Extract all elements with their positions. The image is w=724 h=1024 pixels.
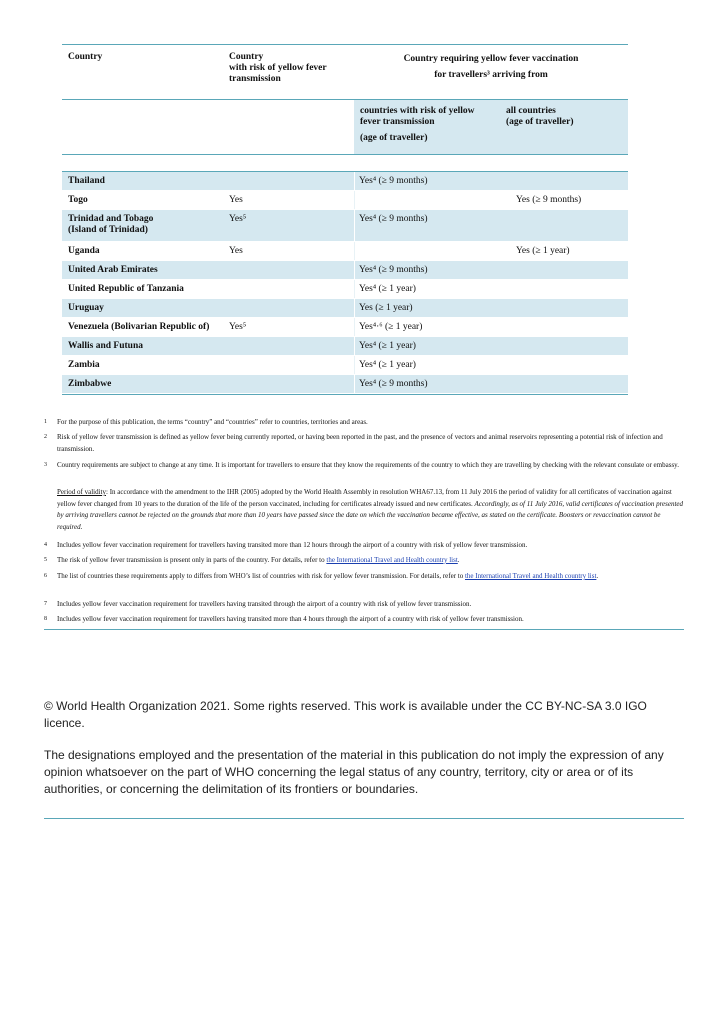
cell-risk: Yes	[229, 195, 243, 205]
cell-country-note: (Island of Trinidad)	[68, 225, 148, 235]
column-divider	[354, 242, 355, 260]
table-row	[62, 261, 628, 280]
header-risk-line1: Country	[229, 52, 264, 62]
footnote-number: 4	[44, 542, 47, 548]
table-row	[62, 191, 628, 210]
cell-country	[68, 195, 88, 206]
subheader-from-risk-age: (age of traveller)	[360, 133, 428, 143]
cell-country-name: Wallis and Futuna	[68, 341, 143, 351]
footnote-validity-text	[57, 487, 684, 533]
column-divider	[354, 261, 355, 279]
copyright-bottom-rule	[44, 818, 684, 819]
subheader-from-risk-line2: fever transmission	[360, 117, 435, 127]
footnote-number: 2	[44, 434, 47, 440]
column-divider	[354, 337, 355, 355]
footnote-3-validity	[44, 487, 684, 535]
cell-from-risk: Yes⁴·⁶ (≥ 1 year)	[359, 322, 423, 332]
column-divider	[354, 210, 355, 241]
cell-country-name: Trinidad and Tobago	[68, 214, 154, 224]
footnote-1	[44, 417, 684, 429]
table-spacer	[62, 155, 628, 172]
cell-country	[68, 214, 153, 236]
subheader-all-line1: all countries	[506, 106, 556, 116]
footnote-number: 6	[44, 573, 47, 579]
footnote-number: 3	[44, 462, 47, 468]
header-risk-line2: with risk of yellow fever	[229, 63, 327, 73]
footnote-text: Country requirements are subject to change at any time. It is important for travellers to ensure that they know the requirements of the country to which they are travelling by checking with the relevant consulate or embassy.	[57, 461, 679, 469]
cell-country-name: Zimbabwe	[68, 379, 112, 389]
footnote-8	[44, 614, 684, 626]
footnote-4	[44, 540, 684, 552]
header-req-line2: for travellers³ arriving from	[434, 70, 548, 80]
footnote-5-after: .	[457, 556, 460, 564]
cell-country	[68, 341, 143, 352]
table-row	[62, 172, 628, 191]
table-row	[62, 337, 628, 356]
subheader-all-countries	[506, 106, 574, 128]
subheader-all-line2: (age of traveller)	[506, 117, 574, 127]
cell-risk: Yes	[229, 246, 243, 256]
footnote-number: 7	[44, 601, 47, 607]
table-bottom-rule	[62, 394, 628, 395]
itc-country-list-link[interactable]: the International Travel and Health country list	[326, 556, 458, 564]
cell-from-risk: Yes⁴ (≥ 9 months)	[359, 214, 428, 224]
footnote-5	[44, 555, 684, 567]
footnote-3	[44, 460, 684, 484]
cell-from-risk: Yes⁴ (≥ 9 months)	[359, 379, 428, 389]
column-divider	[354, 356, 355, 374]
table-row	[62, 299, 628, 318]
footnote-7	[44, 599, 684, 611]
table-row	[62, 280, 628, 299]
column-divider	[354, 172, 355, 190]
cell-country-name: United Republic of Tanzania	[68, 284, 184, 294]
footnotes-bottom-rule	[44, 629, 684, 630]
validity-italic: Accordingly, as of 11 July 2016, valid certificates of vaccination presented by arriving travellers cannot be rejected on the grounds that more than 10 years have passed since the date on which the vaccination became effective, as stated on the certificate. Boosters or revaccination cannot be required.	[57, 499, 684, 531]
footnote-text: Includes yellow fever vaccination requirement for travellers having transited more than 12 hours through the airport of a country with risk of yellow fever transmission.	[57, 541, 528, 549]
subheader-from-risk-line1: countries with risk of yellow	[360, 106, 475, 116]
column-divider	[354, 318, 355, 336]
cell-country	[68, 176, 105, 187]
cell-country	[68, 246, 100, 257]
validity-label: Period of validity	[57, 488, 106, 496]
column-divider	[354, 375, 355, 393]
column-divider	[354, 191, 355, 209]
cell-country-name: Togo	[68, 195, 88, 205]
footnote-number: 5	[44, 557, 47, 563]
cell-all-countries: Yes (≥ 9 months)	[516, 195, 582, 205]
column-divider	[354, 299, 355, 317]
yellow-fever-table	[62, 44, 628, 395]
footnote-5-text: The risk of yellow fever transmission is present only in parts of the country. For details, refer to	[57, 556, 327, 564]
footnote-text: For the purpose of this publication, the terms “country” and “countries” refer to countries, territories and areas.	[57, 418, 368, 426]
header-risk-line3: transmission	[229, 74, 281, 84]
cell-from-risk: Yes⁴ (≥ 1 year)	[359, 284, 416, 294]
table-row	[62, 375, 628, 394]
cell-country-name: Thailand	[68, 176, 105, 186]
cell-from-risk: Yes⁴ (≥ 9 months)	[359, 265, 428, 275]
cell-risk: Yes⁵	[229, 322, 247, 332]
table-row	[62, 318, 628, 337]
header-country: Country	[68, 52, 103, 62]
cell-country-name: United Arab Emirates	[68, 265, 158, 275]
header-risk	[229, 52, 327, 85]
cell-all-countries: Yes (≥ 1 year)	[516, 246, 570, 256]
column-divider	[354, 280, 355, 298]
footnote-text	[57, 555, 684, 567]
cell-country-name: Uruguay	[68, 303, 104, 313]
itc-country-list-link[interactable]: the International Travel and Health country list	[464, 572, 597, 580]
table-row	[62, 242, 628, 261]
table-body	[62, 172, 628, 394]
footnote-6	[44, 571, 684, 595]
footnote-6-after: .	[596, 572, 599, 580]
footnote-text: Risk of yellow fever transmission is defined as yellow fever being currently reported, or having been reported in the past, and the presence of vectors and animal reservoirs representing a potential risk of infection and transmission.	[57, 433, 663, 453]
cell-from-risk: Yes⁴ (≥ 9 months)	[359, 176, 428, 186]
header-requirement	[354, 51, 628, 83]
table-subheader	[62, 99, 628, 155]
cell-from-risk: Yes⁴ (≥ 1 year)	[359, 360, 416, 370]
cell-country-name: Uganda	[68, 246, 100, 256]
subheader-from-risk	[360, 106, 495, 144]
cell-country	[68, 322, 209, 333]
cell-country-name: Venezuela (Bolivarian Republic of)	[68, 322, 210, 332]
footnote-text: Includes yellow fever vaccination requirement for travellers having transited through the airport of a country with risk of yellow fever transmission.	[57, 600, 472, 608]
footnote-6-text: The list of countries these requirements apply to differs from WHO’s list of countries with risk for yellow fever transmission. For details, refer to	[57, 572, 465, 580]
table-row	[62, 210, 628, 242]
footnote-text	[57, 571, 684, 583]
footnote-2	[44, 432, 684, 456]
footnote-number: 8	[44, 616, 47, 622]
cell-from-risk: Yes⁴ (≥ 1 year)	[359, 341, 416, 351]
cell-country	[68, 379, 111, 390]
cell-country	[68, 284, 184, 295]
header-req-line1: Country requiring yellow fever vaccination	[403, 54, 579, 64]
disclaimer-text: The designations employed and the presentation of the material in this publication do not imply the expression of any opinion whatsoever on the part of WHO concerning the legal status of any country, territory, city or area or of its authorities, or concerning the delimitation of its frontiers or boundaries.	[44, 748, 664, 796]
table-row	[62, 356, 628, 375]
cell-country	[68, 360, 100, 371]
cell-risk: Yes⁵	[229, 214, 247, 224]
validity-text: : In accordance with the amendment to the IHR (2005) adopted by the World Health Assembly in resolution WHA67.13, from 11 July 2016 the period of validity for all certificates of vaccination against yellow fever changed from 10 years to the duration of the life of the person vaccinated, including for certificates already issued and new certificates.	[57, 488, 672, 508]
footnote-text: Includes yellow fever vaccination requirement for travellers having transited more than 4 hours through the airport of a country with risk of yellow fever transmission.	[57, 615, 524, 623]
copyright-line: © World Health Organization 2021. Some rights reserved. This work is available under the CC BY-NC-SA 3.0 IGO licence.	[44, 699, 647, 730]
cell-country	[68, 303, 104, 314]
footnote-number: 1	[44, 419, 47, 425]
cell-country	[68, 265, 158, 276]
table-header	[62, 44, 628, 99]
cell-from-risk: Yes (≥ 1 year)	[359, 303, 413, 313]
cell-country-name: Zambia	[68, 360, 100, 370]
